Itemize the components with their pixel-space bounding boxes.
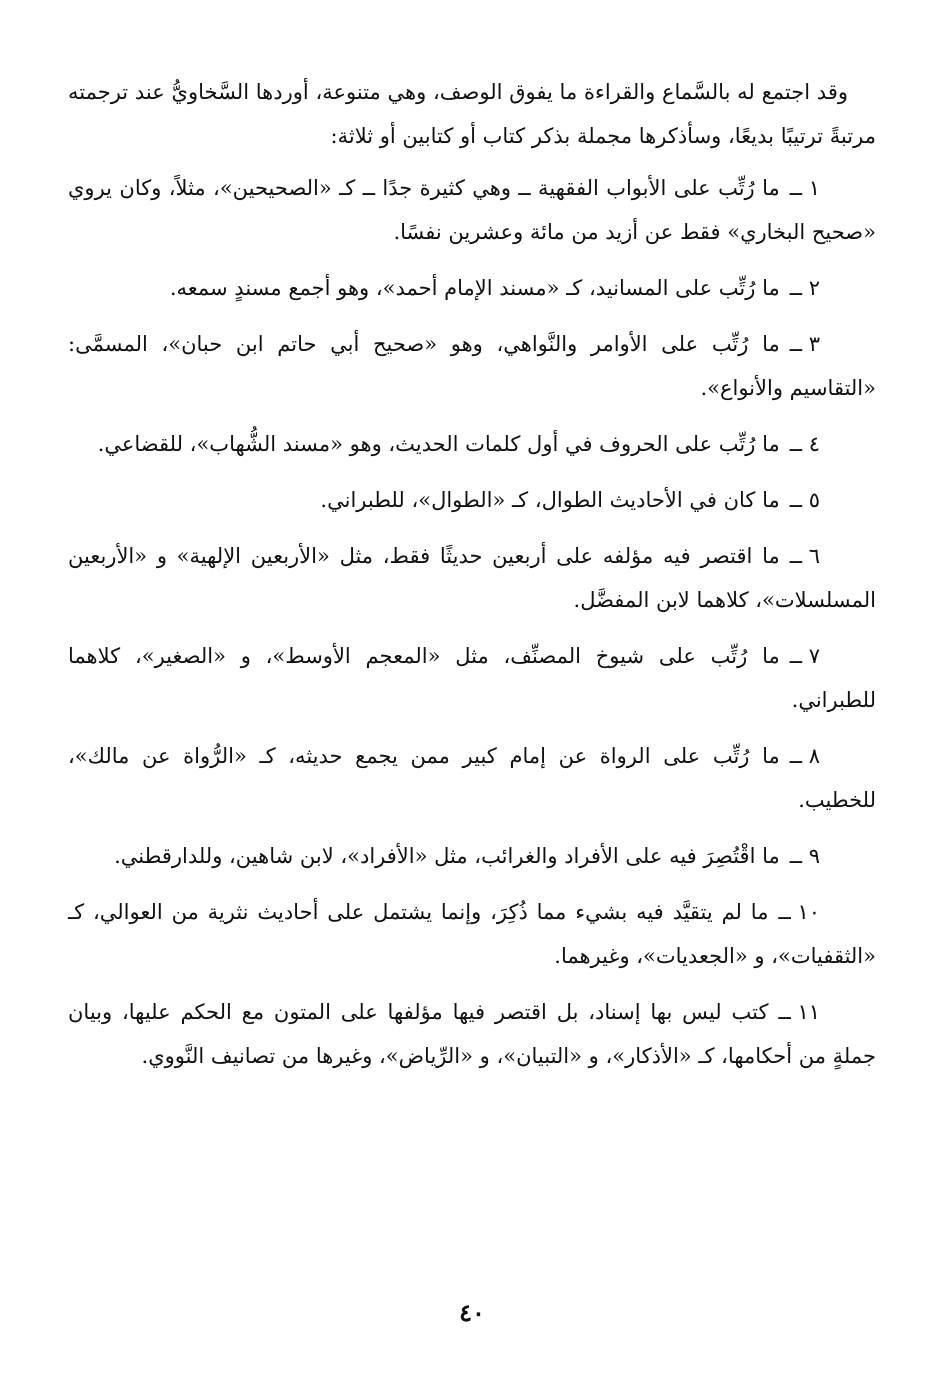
item-number: ٩ ــ xyxy=(789,844,820,868)
list-item-2 xyxy=(68,266,876,310)
list-item-11 xyxy=(68,990,876,1078)
item-number: ٨ ــ xyxy=(789,744,820,768)
item-number: ٣ ــ xyxy=(789,332,820,356)
list-item-5 xyxy=(68,478,876,522)
item-text: كتب ليس بها إسناد، بل اقتصر فيها مؤلفها على المتون مع الحكم عليها، وبيان جملةٍ من أحكامها، كـ «الأذكار»، و «التبيان»، و «الرِّياض»، وغيرها من تصانيف النَّووي. xyxy=(68,1000,876,1068)
list-item-9 xyxy=(68,834,876,878)
item-text: ما رُتِّب على شيوخ المصنِّف، مثل «المعجم الأوسط»، و «الصغير»، كلاهما للطبراني. xyxy=(68,644,876,712)
item-number: ١١ ــ xyxy=(778,1000,820,1024)
list-item-10 xyxy=(68,890,876,978)
list-item-7 xyxy=(68,634,876,722)
item-number: ٦ ــ xyxy=(789,544,820,568)
page-number: ٤٠ xyxy=(459,1298,485,1327)
item-text: ما لم يتقيَّد فيه بشيء مما ذُكِرَ، وإنما يشتمل على أحاديث نثرية من العوالي، كـ «الثقفيات»، و «الجعديات»، وغيرهما. xyxy=(68,900,876,968)
list-item-1 xyxy=(68,166,876,254)
item-text: ما رُتِّب على الأبواب الفقهية ــ وهي كثيرة جدًا ــ كـ «الصحيحين»، مثلاً، وكان يروي «صحيح البخاري» فقط عن أزيد من مائة وعشرين نفسًا. xyxy=(68,176,876,244)
list-item-8 xyxy=(68,734,876,822)
item-text: ما اقْتُصِرَ فيه على الأفراد والغرائب، مثل «الأفراد»، لابن شاهين، وللدارقطني. xyxy=(114,844,780,868)
item-text: ما رُتِّب على المسانيد، كـ «مسند الإمام أحمد»، وهو أجمع مسندٍ سمعه. xyxy=(169,276,780,300)
list-item-4 xyxy=(68,422,876,466)
item-number: ٢ ــ xyxy=(789,276,820,300)
item-number: ١ ــ xyxy=(789,176,820,200)
item-number: ١٠ ــ xyxy=(778,900,820,924)
item-number: ٤ ــ xyxy=(789,432,820,456)
item-text: ما رُتِّب على الأوامر والنَّواهي، وهو «صحيح أبي حاتم ابن حبان»، المسمَّى: «التقاسيم والأنواع». xyxy=(68,332,876,400)
list-item-6 xyxy=(68,534,876,622)
list-item-3 xyxy=(68,322,876,410)
item-number: ٥ ــ xyxy=(789,488,820,512)
item-text: ما اقتصر فيه مؤلفه على أربعين حديثًا فقط، مثل «الأربعين الإلهية» و «الأربعين المسلسلات»، كلاهما لابن المفضَّل. xyxy=(68,544,876,612)
page-body xyxy=(68,70,876,1090)
item-text: ما رُتِّب على الرواة عن إمام كبير ممن يجمع حديثه، كـ «الرُّواة عن مالك»، للخطيب. xyxy=(68,744,876,812)
item-number: ٧ ــ xyxy=(789,644,820,668)
item-text: ما كان في الأحاديث الطوال، كـ «الطوال»، للطبراني. xyxy=(320,488,780,512)
item-text: ما رُتِّب على الحروف في أول كلمات الحديث، وهو «مسند الشُّهاب»، للقضاعي. xyxy=(97,432,780,456)
intro-paragraph: وقد اجتمع له بالسَّماع والقراءة ما يفوق الوصف، وهي متنوعة، أوردها السَّخاويُّ عند ترجمته مرتبةً ترتيبًا بديعًا، وسأذكرها مجملة بذكر كتاب أو كتابين أو ثلاثة: xyxy=(68,80,876,148)
